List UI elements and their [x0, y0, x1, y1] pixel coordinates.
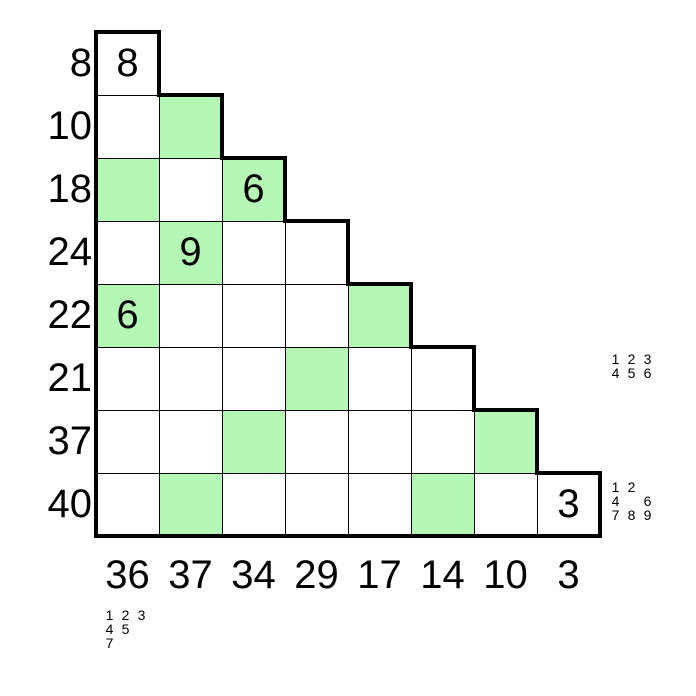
- note-digit: 1: [611, 351, 620, 367]
- grid-cell[interactable]: [285, 473, 349, 537]
- grid-cell[interactable]: [348, 284, 412, 348]
- grid-cell[interactable]: [96, 410, 160, 474]
- grid-cell[interactable]: [159, 347, 223, 411]
- grid-cell[interactable]: [159, 410, 223, 474]
- grid-cell[interactable]: [222, 410, 286, 474]
- pencil-notes-col1: [102, 608, 156, 656]
- grid-cell[interactable]: [474, 410, 538, 474]
- note-digit: 3: [643, 351, 652, 367]
- grid-cell[interactable]: [348, 410, 412, 474]
- grid-cell[interactable]: [348, 473, 412, 537]
- column-clue: 34: [231, 552, 276, 597]
- grid-cell[interactable]: [159, 158, 223, 222]
- given-digit: 3: [557, 482, 580, 526]
- grid-cell[interactable]: [159, 95, 223, 159]
- grid-cell[interactable]: [96, 473, 160, 537]
- grid-cell[interactable]: [222, 284, 286, 348]
- row-clue: 40: [47, 482, 92, 526]
- column-clue: 14: [420, 552, 465, 597]
- note-digit: 3: [137, 607, 146, 623]
- row-clue: 22: [47, 293, 92, 337]
- note-digit: 2: [627, 479, 636, 495]
- row-clue: 24: [47, 230, 92, 274]
- grid-cell[interactable]: [411, 410, 475, 474]
- row-clue: 10: [47, 104, 92, 148]
- pencil-notes-row6: [608, 352, 662, 400]
- note-digit: 2: [627, 351, 636, 367]
- column-clue: 37: [168, 552, 213, 597]
- note-digit: 8: [627, 507, 636, 523]
- grid-cell[interactable]: [222, 347, 286, 411]
- grid-cell[interactable]: [159, 473, 223, 537]
- grid-cell[interactable]: [348, 347, 412, 411]
- grid-cell[interactable]: [222, 221, 286, 285]
- given-digit: 9: [179, 230, 202, 274]
- grid-cell[interactable]: [411, 473, 475, 537]
- grid-cell[interactable]: [96, 95, 160, 159]
- row-clue: 37: [47, 419, 92, 463]
- note-digit: 2: [121, 607, 130, 623]
- row-clue: 8: [69, 41, 92, 85]
- note-digit: 1: [105, 607, 114, 623]
- grid-cell[interactable]: [285, 284, 349, 348]
- column-clue: 36: [105, 552, 150, 597]
- note-digit: 1: [611, 479, 620, 495]
- note-digit: 7: [105, 635, 114, 651]
- note-digit: 6: [643, 493, 652, 509]
- note-digit: 4: [611, 493, 620, 509]
- note-digit: 6: [643, 365, 652, 381]
- note-digit: 9: [643, 507, 652, 523]
- row-clue: 18: [47, 167, 92, 211]
- grid-cell[interactable]: [96, 347, 160, 411]
- column-clue: 10: [483, 552, 528, 597]
- grid-cell[interactable]: [159, 284, 223, 348]
- note-digit: 4: [105, 621, 114, 637]
- given-digit: 6: [242, 167, 265, 211]
- column-clue: 3: [557, 552, 580, 597]
- grid-cell[interactable]: [96, 158, 160, 222]
- row-clue: 21: [47, 356, 92, 400]
- note-digit: 5: [121, 621, 130, 637]
- given-digit: 6: [116, 293, 139, 337]
- grid-cell[interactable]: [285, 410, 349, 474]
- column-clue: 29: [294, 552, 339, 597]
- grid-cell[interactable]: [285, 221, 349, 285]
- column-clue: 17: [357, 552, 402, 597]
- note-digit: 5: [627, 365, 636, 381]
- grid-cell[interactable]: [222, 473, 286, 537]
- grid-cell[interactable]: [474, 473, 538, 537]
- pencil-notes-row8: [608, 480, 662, 528]
- grid-cell[interactable]: [411, 347, 475, 411]
- given-digit: 8: [116, 41, 139, 85]
- note-digit: 7: [611, 507, 620, 523]
- note-digit: 4: [611, 365, 620, 381]
- grid-cell[interactable]: [285, 347, 349, 411]
- grid-cell[interactable]: [96, 221, 160, 285]
